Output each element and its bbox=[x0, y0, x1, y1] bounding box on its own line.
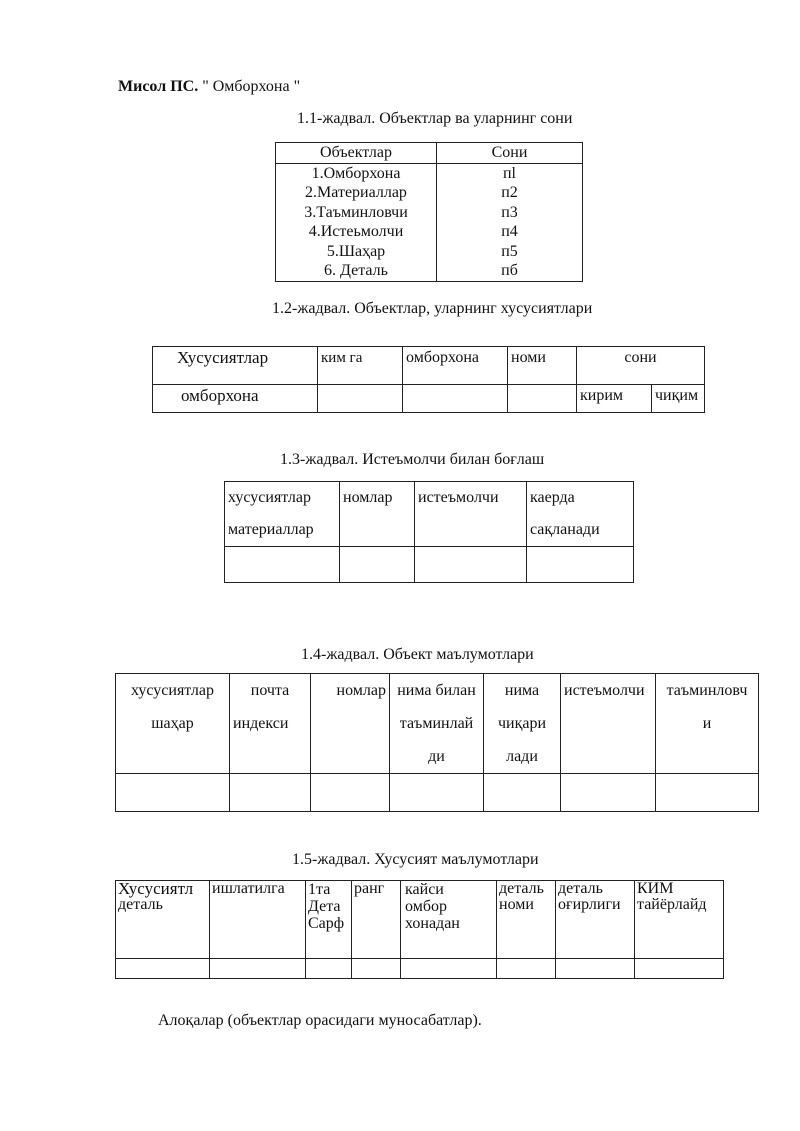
cell-line: нима билан bbox=[397, 682, 476, 699]
table-cell: 5.Шаҳар bbox=[276, 242, 437, 262]
table-row bbox=[276, 163, 583, 183]
table-cell: 2.Материаллар bbox=[276, 183, 437, 203]
table-cell bbox=[508, 385, 577, 413]
table-cell bbox=[306, 959, 352, 979]
table-cell bbox=[390, 674, 484, 774]
table-cell bbox=[484, 674, 561, 774]
table-cell: омборхона bbox=[153, 385, 318, 413]
cell-line: таъминловч bbox=[666, 682, 748, 699]
table-cell: истеъмолчи bbox=[561, 674, 656, 774]
cell-line: тайёрлайд bbox=[637, 896, 707, 913]
table-cell bbox=[497, 881, 556, 959]
table3-header-row bbox=[225, 482, 634, 547]
table2-header-row bbox=[153, 347, 705, 385]
table-cell bbox=[230, 774, 311, 812]
table-cell: п5 bbox=[437, 242, 583, 262]
cell-line: почта bbox=[250, 682, 290, 699]
table-row bbox=[116, 774, 759, 812]
cell-line: лади bbox=[506, 748, 538, 765]
table-cell: чиқим bbox=[652, 385, 705, 413]
table-cell bbox=[352, 959, 401, 979]
cell-line: индекси bbox=[233, 715, 289, 732]
table1-caption: 1.1-жадвал. Объектлар ва уларнинг сони bbox=[297, 110, 573, 127]
table-cell: ким га bbox=[318, 347, 403, 385]
cell-line: деталь bbox=[499, 880, 544, 897]
cell-line: нима bbox=[504, 682, 540, 699]
cell-line: шаҳар bbox=[151, 715, 194, 732]
table3-caption: 1.3-жадвал. Истеъмолчи билан боғлаш bbox=[280, 451, 545, 468]
table-cell bbox=[230, 674, 311, 774]
table-cell bbox=[527, 482, 634, 547]
table-row bbox=[276, 261, 583, 281]
table4-caption: 1.4-жадвал. Объект маълумотлари bbox=[301, 646, 534, 663]
table-cell bbox=[116, 959, 210, 979]
table-cell bbox=[415, 547, 527, 583]
cell-line: деталь bbox=[118, 896, 163, 913]
table5-caption: 1.5-жадвал. Хусусият маълумотлари bbox=[292, 851, 539, 868]
table-cell: 3.Таъминловчи bbox=[276, 203, 437, 223]
table-cell bbox=[403, 385, 508, 413]
table-cell: номи bbox=[508, 347, 577, 385]
cell-line: Дета bbox=[308, 898, 341, 915]
cell-line: хонадан bbox=[405, 915, 460, 932]
table-row bbox=[116, 959, 724, 979]
cell-line: таъминлай bbox=[399, 715, 474, 732]
cell-line: и bbox=[702, 715, 712, 732]
table-cell: номлар bbox=[340, 482, 415, 547]
table-cell: 6. Деталь bbox=[276, 261, 437, 281]
table1 bbox=[275, 142, 583, 282]
table-cell bbox=[497, 959, 556, 979]
table-cell: п4 bbox=[437, 222, 583, 242]
cell-line: оғирлиги bbox=[558, 896, 621, 913]
table-cell bbox=[401, 959, 497, 979]
table-cell bbox=[225, 482, 340, 547]
table-row bbox=[276, 222, 583, 242]
cell-line: ди bbox=[428, 748, 445, 765]
table-row bbox=[276, 242, 583, 262]
table-cell: п3 bbox=[437, 203, 583, 223]
cell-line: омбор bbox=[405, 898, 447, 915]
table-cell bbox=[210, 959, 306, 979]
table-cell bbox=[561, 774, 656, 812]
table1-header-row bbox=[276, 143, 583, 164]
cell-line: номи bbox=[499, 896, 534, 913]
table-cell bbox=[656, 674, 759, 774]
cell-line: хусусиятлар bbox=[131, 682, 214, 699]
table-row bbox=[276, 183, 583, 203]
table-cell: номлар bbox=[311, 674, 390, 774]
example-heading bbox=[118, 78, 300, 96]
table1-header-count: Сони bbox=[437, 143, 583, 164]
table-cell bbox=[225, 547, 340, 583]
table-cell bbox=[484, 774, 561, 812]
example-title: " Омборхона " bbox=[202, 78, 301, 95]
table-cell bbox=[311, 774, 390, 812]
table2 bbox=[152, 346, 705, 413]
table-cell: пl bbox=[437, 163, 583, 183]
table-cell bbox=[116, 674, 230, 774]
table-cell bbox=[318, 385, 403, 413]
cell-line: хусусиятлар bbox=[228, 489, 311, 506]
cell-line: кайси bbox=[405, 881, 444, 898]
table-cell: сони bbox=[577, 347, 705, 385]
table-cell bbox=[635, 881, 724, 959]
table-cell: ишлатилга bbox=[210, 881, 306, 959]
table-cell bbox=[340, 547, 415, 583]
table-cell: пб bbox=[437, 261, 583, 281]
cell-line: каерда bbox=[530, 489, 575, 506]
table1-header-objects: Объектлар bbox=[276, 143, 437, 164]
table-cell bbox=[390, 774, 484, 812]
table-cell bbox=[656, 774, 759, 812]
table5-header-row bbox=[116, 881, 724, 959]
example-label: Мисол ПС. bbox=[118, 78, 199, 95]
cell-line: КИМ bbox=[637, 880, 674, 897]
table-cell: кирим bbox=[577, 385, 652, 413]
table-cell: омборхона bbox=[403, 347, 508, 385]
cell-line: чиқари bbox=[497, 715, 547, 732]
table-cell bbox=[527, 547, 634, 583]
cell-line: Сарф bbox=[308, 915, 345, 932]
cell-line: 1та bbox=[308, 881, 331, 898]
relations-text: Алоқалар (объектлар орасидаги муносабатлар). bbox=[158, 1012, 482, 1029]
table-row bbox=[225, 547, 634, 583]
table4-header-row bbox=[116, 674, 759, 774]
table3 bbox=[224, 481, 634, 583]
table-cell: 4.Истеьмолчи bbox=[276, 222, 437, 242]
table2-caption: 1.2-жадвал. Объектлар, уларнинг хусусиятлари bbox=[272, 300, 593, 317]
table5 bbox=[115, 880, 724, 979]
table-row bbox=[153, 385, 705, 413]
cell-line: материаллар bbox=[228, 521, 314, 538]
table-cell: 1.Омборхона bbox=[276, 163, 437, 183]
cell-line: деталь bbox=[558, 880, 603, 897]
table-cell bbox=[116, 774, 230, 812]
table-cell bbox=[635, 959, 724, 979]
cell-line: сақланади bbox=[530, 521, 600, 538]
table-cell: п2 bbox=[437, 183, 583, 203]
cell-line: Хусусиятл bbox=[118, 879, 194, 898]
table-cell bbox=[116, 881, 210, 959]
table-cell bbox=[556, 959, 635, 979]
table-cell: Хусусиятлар bbox=[153, 347, 318, 385]
table-cell bbox=[306, 881, 352, 959]
table-row bbox=[276, 203, 583, 223]
table-cell: истеъмолчи bbox=[415, 482, 527, 547]
table-cell bbox=[401, 881, 497, 959]
table-cell: ранг bbox=[352, 881, 401, 959]
table4 bbox=[115, 673, 759, 812]
table-cell bbox=[556, 881, 635, 959]
